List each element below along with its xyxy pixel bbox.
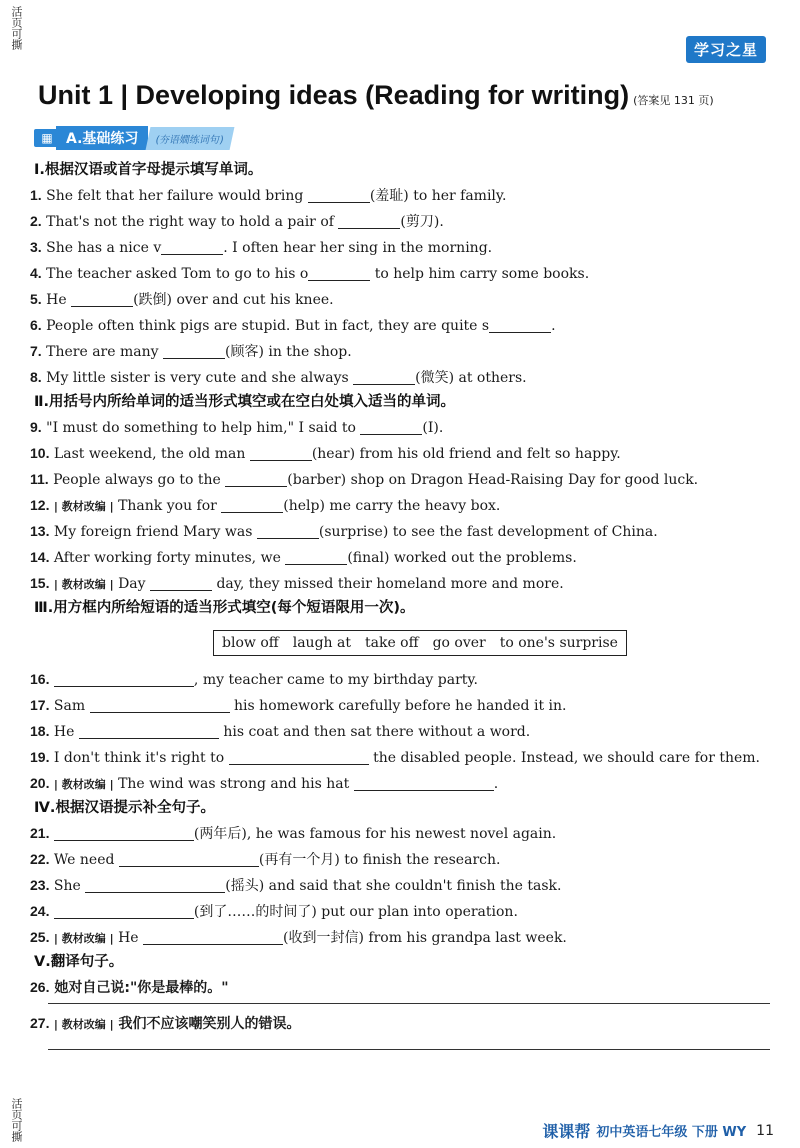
question-text: . — [551, 318, 556, 334]
question-14 — [30, 544, 770, 570]
question-text: (微笑) at others. — [415, 370, 527, 386]
question-text: . I often hear her sing in the morning. — [223, 240, 493, 256]
question-text: People always go to the — [48, 472, 226, 488]
question-1 — [30, 182, 770, 208]
question-number: 12. — [30, 497, 50, 513]
question-text: (help) me carry the heavy box. — [283, 498, 501, 514]
question-6 — [30, 312, 770, 338]
question-text: People often think pigs are stupid. But in fact, they are quite s — [41, 318, 490, 334]
question-9 — [30, 414, 770, 440]
question-text: 我们不应该嘲笑别人的错误。 — [113, 1016, 301, 1032]
answer-blank[interactable] — [360, 418, 422, 435]
textbook-adapted-tag: | 教材改编 | — [53, 778, 114, 791]
question-3 — [30, 234, 770, 260]
question-text: (摇头) and said that she couldn't finish the task. — [225, 878, 562, 894]
question-text: He — [113, 930, 144, 946]
question-11 — [30, 466, 770, 492]
phrase-box-row — [30, 620, 770, 666]
question-number: 16. — [30, 671, 50, 687]
question-24 — [30, 898, 770, 924]
section-3-heading: Ⅲ.用方框内所给短语的适当形式填空(每个短语限用一次)。 — [34, 600, 415, 616]
section-banner — [34, 126, 232, 150]
question-number: 7. — [30, 343, 42, 359]
banner-subtitle: (夯语嫺练词句) — [146, 127, 235, 150]
question-text: (顾客) in the shop. — [224, 344, 352, 360]
question-text: day, they missed their homeland more and more. — [212, 576, 564, 592]
page-number: 11 — [756, 1122, 774, 1139]
question-text: (两年后), he was famous for his newest novel again. — [193, 826, 557, 842]
question-number: 13. — [30, 523, 50, 539]
question-8 — [30, 364, 770, 390]
question-text: , my teacher came to my birthday party. — [193, 672, 478, 688]
section-4-heading: Ⅳ.根据汉语提示补全句子。 — [34, 800, 215, 816]
question-19 — [30, 744, 770, 770]
question-number: 10. — [30, 445, 50, 461]
answer-blank[interactable] — [54, 902, 194, 919]
answer-blank[interactable] — [143, 928, 283, 945]
answer-blank[interactable] — [119, 850, 259, 867]
answer-blank[interactable] — [489, 316, 551, 333]
textbook-adapted-tag: | 教材改编 | — [53, 932, 114, 945]
question-text: his coat and then sat there without a word. — [218, 724, 531, 740]
question-text: (barber) shop on Dragon Head-Raising Day for good luck. — [287, 472, 699, 488]
question-number: 25. — [30, 929, 50, 945]
question-number: 11. — [30, 471, 49, 487]
question-text: She felt that her failure would bring — [41, 188, 308, 204]
textbook-adapted-tag: | 教材改编 | — [53, 500, 114, 513]
question-text: She — [49, 878, 86, 894]
textbook-adapted-tag: | 教材改编 | — [53, 1018, 114, 1031]
exercise-content — [30, 158, 770, 1050]
answer-blank[interactable] — [90, 696, 230, 713]
question-text: My little sister is very cute and she always — [41, 370, 354, 386]
question-5 — [30, 286, 770, 312]
question-text: (到了……的时间了) put our plan into operation. — [193, 904, 518, 920]
question-number: 14. — [30, 549, 50, 565]
question-text: to help him carry some books. — [370, 266, 590, 282]
question-16 — [30, 666, 770, 692]
answer-line[interactable] — [48, 1048, 770, 1050]
question-number: 22. — [30, 851, 50, 867]
question-text: . — [493, 776, 499, 792]
question-text: Day — [113, 576, 151, 592]
question-13 — [30, 518, 770, 544]
question-number: 24. — [30, 903, 50, 919]
question-text: After working forty minutes, we — [49, 550, 286, 566]
question-text: (final) worked out the problems. — [347, 550, 577, 566]
question-text: Thank you for — [113, 498, 222, 514]
question-15 — [30, 570, 770, 596]
question-25 — [30, 924, 770, 950]
question-number: 19. — [30, 749, 50, 765]
question-text: (I). — [422, 420, 444, 436]
question-number: 5. — [30, 291, 42, 307]
question-text: The wind was strong and his hat — [113, 776, 354, 792]
question-number: 15. — [30, 575, 50, 591]
question-number: 9. — [30, 419, 42, 435]
answer-blank[interactable] — [54, 670, 194, 687]
question-number: 21. — [30, 825, 50, 841]
phrase-item: laugh at — [292, 635, 351, 651]
answer-blank[interactable] — [257, 522, 319, 539]
textbook-adapted-tag: | 教材改编 | — [53, 578, 114, 591]
question-text: I don't think it's right to — [49, 750, 229, 766]
question-text: There are many — [41, 344, 163, 360]
question-text: (跌倒) over and cut his knee. — [133, 292, 334, 308]
question-number: 8. — [30, 369, 42, 385]
question-text: (surprise) to see the fast development of China. — [318, 524, 658, 540]
page-footer — [542, 1119, 774, 1142]
question-17 — [30, 692, 770, 718]
question-18 — [30, 718, 770, 744]
question-text: My foreign friend Mary was — [49, 524, 257, 540]
question-number: 3. — [30, 239, 42, 255]
question-text: (hear) from his old friend and felt so happy. — [311, 446, 621, 462]
phrase-item: take off — [364, 635, 419, 651]
question-number: 20. — [30, 775, 50, 791]
question-text: The teacher asked Tom to go to his o — [41, 266, 309, 282]
phrase-item: go over — [432, 635, 486, 651]
question-number: 17. — [30, 697, 50, 713]
question-text: his homework carefully before he handed it in. — [229, 698, 567, 714]
answer-blank[interactable] — [54, 824, 194, 841]
question-text: (再有一个月) to finish the research. — [258, 852, 501, 868]
footer-book-title: 初中英语七年级 下册 WY — [596, 1125, 747, 1140]
side-tag-top: 活页可撕 — [10, 6, 23, 50]
question-number: 26. — [30, 979, 50, 995]
question-text: She has a nice v — [41, 240, 162, 256]
page-title: Unit 1 | Developing ideas (Reading for writing) — [38, 80, 630, 110]
question-number: 2. — [30, 213, 42, 229]
question-text: (收到一封信) from his grandpa last week. — [283, 930, 567, 946]
question-10 — [30, 440, 770, 466]
question-23 — [30, 872, 770, 898]
answer-blank[interactable] — [161, 238, 223, 255]
question-text: He — [49, 724, 79, 740]
answer-blank[interactable] — [163, 342, 225, 359]
footer-brand: 课课帮 — [542, 1122, 591, 1141]
answer-blank[interactable] — [338, 212, 400, 229]
question-number: 18. — [30, 723, 50, 739]
phrase-item: blow off — [222, 635, 279, 651]
answer-blank[interactable] — [229, 748, 369, 765]
answer-blank[interactable] — [308, 264, 370, 281]
answer-blank[interactable] — [308, 186, 370, 203]
question-7 — [30, 338, 770, 364]
question-20 — [30, 770, 770, 796]
question-text: (羞耻) to her family. — [369, 188, 507, 204]
answer-blank[interactable] — [285, 548, 347, 565]
question-12 — [30, 492, 770, 518]
book-icon: ▦ — [34, 129, 60, 147]
answer-blank[interactable] — [225, 470, 287, 487]
answer-blank[interactable] — [250, 444, 312, 461]
section-5-heading: Ⅴ.翻译句子。 — [34, 954, 124, 970]
phrase-item: to one's surprise — [499, 635, 618, 651]
phrase-box — [213, 630, 627, 656]
question-text: He — [41, 292, 72, 308]
question-number: 1. — [30, 187, 42, 203]
question-21 — [30, 820, 770, 846]
answer-blank[interactable] — [353, 368, 415, 385]
question-number: 4. — [30, 265, 42, 281]
question-number: 23. — [30, 877, 50, 893]
question-26 — [30, 974, 770, 1000]
question-number: 6. — [30, 317, 42, 333]
answer-blank[interactable] — [354, 774, 494, 791]
question-22 — [30, 846, 770, 872]
publisher-logo: 学习之星 — [686, 36, 766, 63]
question-text: the disabled people. Instead, we should care for them. — [368, 750, 760, 766]
section-1-heading: Ⅰ.根据汉语或首字母提示填写单词。 — [34, 162, 263, 178]
question-number: 27. — [30, 1015, 50, 1031]
answer-reference: (答案见 131 页) — [633, 94, 714, 107]
question-27 — [30, 1010, 770, 1036]
question-text: Sam — [49, 698, 90, 714]
answer-blank[interactable] — [150, 574, 212, 591]
section-2-heading: Ⅱ.用括号内所给单词的适当形式填空或在空白处填入适当的单词。 — [34, 394, 456, 410]
answer-blank[interactable] — [71, 290, 133, 307]
question-text: "I must do something to help him," I said to — [41, 420, 361, 436]
question-text: We need — [49, 852, 119, 868]
question-text: Last weekend, the old man — [49, 446, 250, 462]
question-2 — [30, 208, 770, 234]
banner-label: A.基础练习 — [56, 126, 148, 150]
answer-blank[interactable] — [79, 722, 219, 739]
question-text: That's not the right way to hold a pair of — [41, 214, 339, 230]
answer-blank[interactable] — [85, 876, 225, 893]
question-4 — [30, 260, 770, 286]
answer-blank[interactable] — [221, 496, 283, 513]
question-text: 她对自己说:"你是最棒的。" — [49, 980, 229, 996]
answer-line[interactable] — [48, 1002, 770, 1004]
question-text: (剪刀). — [400, 214, 444, 230]
side-tag-bottom: 活页可撕 — [10, 1098, 23, 1142]
title-row — [38, 80, 714, 111]
